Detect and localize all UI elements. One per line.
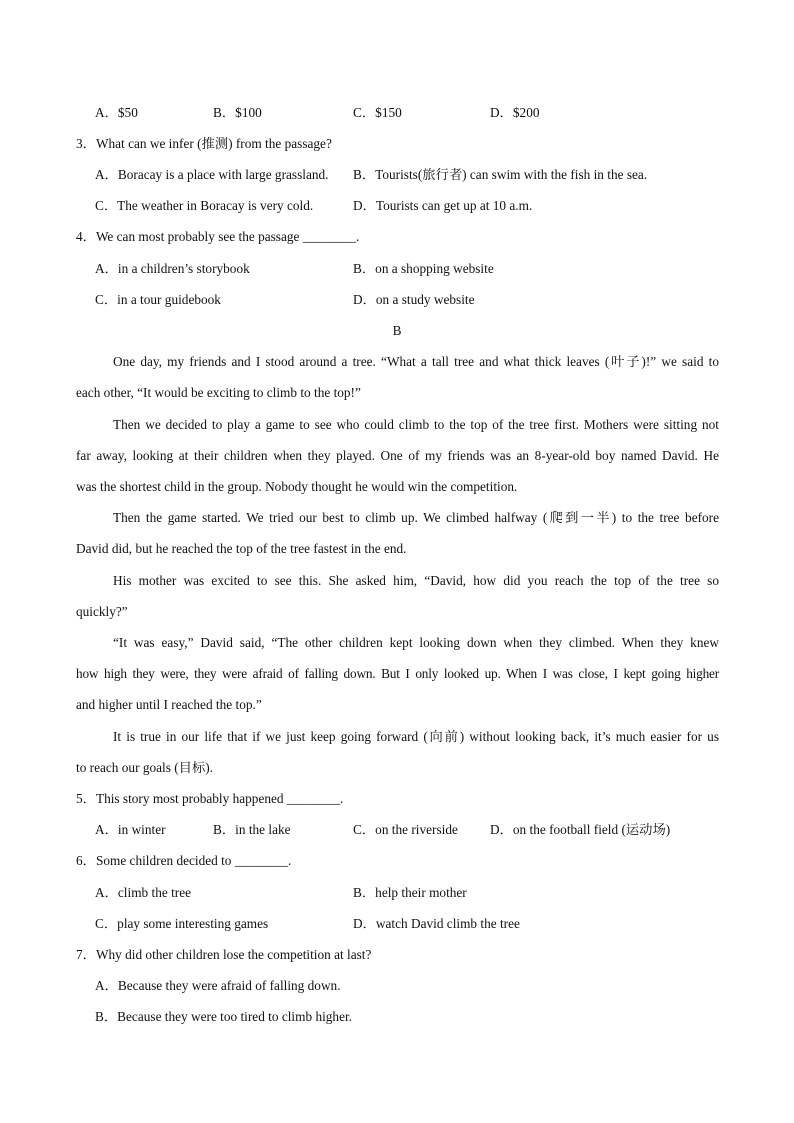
q5-option-b: B．in the lake [213,822,291,837]
q4-option-a: A．in a children’s storybook [95,261,250,276]
q7-option-b: B．Because they were too tired to climb higher. [95,1009,353,1024]
q6-option-b: B．help their mother [353,885,467,900]
passage-p2-line3: was the shortest child in the group. Nobody thought he would win the competition. [76,479,518,494]
passage-p2-line2: far away, looking at their children when they played. One of my friends was an 8-year-old boy named David. He [76,448,719,463]
passage-p4-line1: His mother was excited to see this. She asked him, “David, how did you reach the top of the tree so [113,573,719,588]
q3-stem: 3．What can we infer (推测) from the passage? [76,136,332,151]
q7-stem: 7．Why did other children lose the competition at last? [76,947,372,962]
q3-option-b: B．Tourists(旅行者) can swim with the fish in the sea. [353,167,648,182]
passage-p6-line1: It is true in our life that if we just keep going forward (向前) without looking back, it’s much easier for us [113,729,719,744]
q4-option-d: D．on a study website [353,292,475,307]
q2-option-a: A．$50 [95,105,138,120]
q2-option-b: B．$100 [213,105,262,120]
passage-p5-line2: how high they were, they were afraid of falling down. But I only looked up. When I was close, I kept going higher [76,666,719,681]
q5-option-c: C．on the riverside [353,822,458,837]
q3-option-d: D．Tourists can get up at 10 a.m. [353,198,533,213]
q5-option-a: A．in winter [95,822,166,837]
q4-option-b: B．on a shopping website [353,261,494,276]
passage-p2-line1: Then we decided to play a game to see who could climb to the top of the tree first. Mothers were sitting not [113,417,719,432]
passage-p1-line1: One day, my friends and I stood around a tree. “What a tall tree and what thick leaves (叶子)!” we said to [113,354,719,369]
passage-p3-line1: Then the game started. We tried our best to climb up. We climbed halfway (爬到一半) to the tree before [113,510,719,525]
q6-option-a: A．climb the tree [95,885,191,900]
q4-option-c: C．in a tour guidebook [95,292,221,307]
passage-p4-line2: quickly?” [76,604,128,619]
passage-p5-line1: “It was easy,” David said, “The other children kept looking down when they climbed. When they knew [113,635,719,650]
passage-p5-line3: and higher until I reached the top.” [76,697,262,712]
q4-stem: 4．We can most probably see the passage ________. [76,229,360,244]
passage-p1-line2: each other, “It would be exciting to climb to the top!” [76,385,361,400]
q7-option-a: A．Because they were afraid of falling down. [95,978,341,993]
section-heading: B [392,323,402,338]
q6-option-d: D．watch David climb the tree [353,916,520,931]
q2-option-d: D．$200 [490,105,540,120]
passage-p6-line2: to reach our goals (目标). [76,760,213,775]
q6-stem: 6．Some children decided to ________. [76,853,292,868]
q3-option-a: A．Boracay is a place with large grassland. [95,167,329,182]
q6-option-c: C．play some interesting games [95,916,269,931]
q5-stem: 5．This story most probably happened ________. [76,791,344,806]
passage-p3-line2: David did, but he reached the top of the tree fastest in the end. [76,541,407,556]
q3-option-c: C．The weather in Boracay is very cold. [95,198,314,213]
q5-option-d: D．on the football field (运动场) [490,822,671,837]
q2-option-c: C．$150 [353,105,402,120]
